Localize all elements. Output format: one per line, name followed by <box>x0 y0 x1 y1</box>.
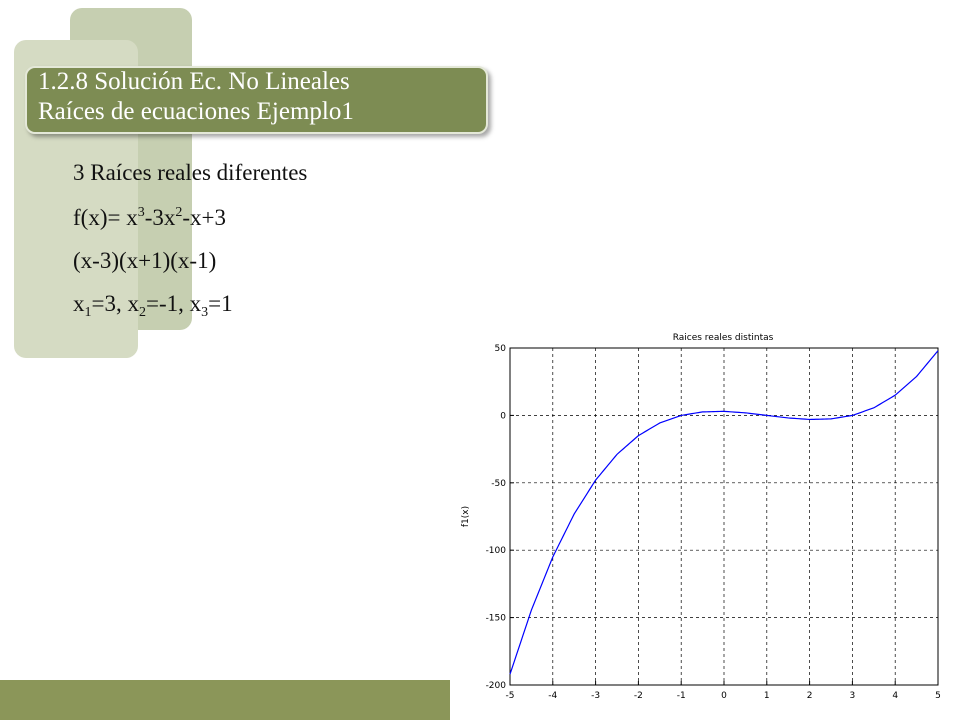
y-tick-label: 50 <box>494 344 506 354</box>
x-tick-label: -3 <box>591 691 601 700</box>
factored-form: (x-3)(x+1)(x-1) <box>73 248 217 273</box>
chart-title: Raices reales distintas <box>672 333 774 343</box>
footer-band <box>0 680 450 720</box>
y-tick-label: -150 <box>485 613 506 624</box>
y-tick-label: -100 <box>485 546 506 557</box>
roots-heading: 3 Raíces reales diferentes <box>73 160 308 185</box>
y-axis-label: f1(x) <box>461 505 471 528</box>
x-tick-label: 2 <box>806 691 813 700</box>
x-tick-label: 0 <box>721 691 727 700</box>
slide-title-line2: Raíces de ecuaciones Ejemplo1 <box>38 98 354 125</box>
x-tick-label: 4 <box>892 691 899 700</box>
function-definition: $f(x)= x^3-3x^2-x+3$ <box>73 205 227 230</box>
x-tick-label: 3 <box>849 691 856 700</box>
roots-values: $x_1=3$, $x_2=-1$, $x_3=1$ <box>73 291 233 320</box>
y-tick-label: 0 <box>500 411 506 422</box>
roots-chart <box>440 320 950 700</box>
x-tick-label: -5 <box>505 691 515 700</box>
x-tick-label: -4 <box>548 691 558 700</box>
x-tick-label: 5 <box>935 691 941 700</box>
x-tick-label: -1 <box>676 691 686 700</box>
y-tick-label: -200 <box>485 681 506 691</box>
slide-title-line1: 1.2.8 Solución Ec. No Lineales <box>38 68 350 95</box>
x-tick-label: 1 <box>763 691 770 700</box>
slide-title-bar <box>25 66 488 134</box>
y-tick-label: -50 <box>491 478 506 489</box>
x-tick-label: -2 <box>633 691 643 700</box>
